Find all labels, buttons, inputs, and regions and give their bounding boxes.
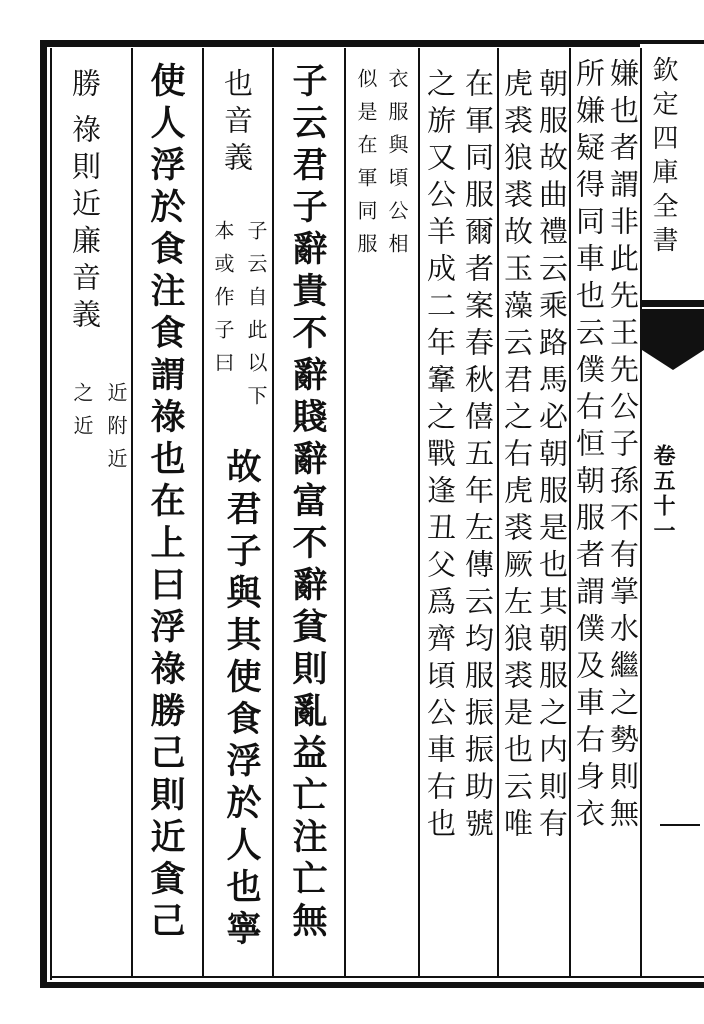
header-tick-mark: [660, 824, 700, 826]
text-column-1: 嫌也者謂非此先王先公子孫不有掌水繼之勢則無: [606, 58, 640, 835]
annotation-column-6: 之近: [70, 382, 94, 448]
column-rule: [202, 48, 204, 976]
annotation-column-5: 近附近: [104, 382, 128, 481]
page-inner-border: [50, 48, 52, 980]
page-border-top-right: [640, 40, 704, 44]
text-column-4: 虎裘狼裘故玉藻云君之右虎裘厥左狼裘是也云唯: [500, 68, 534, 845]
column-rule: [344, 48, 346, 976]
text-column-last: 祿則近廉音義: [68, 114, 102, 336]
fishtail-mark-icon: [642, 300, 704, 370]
volume-label: 卷五十一: [650, 444, 676, 544]
annotation-column-2: 似是在軍同服: [354, 68, 378, 266]
page-border-left: [40, 40, 47, 988]
annotation-column-3: 子云自此以下: [244, 220, 268, 418]
text-column-main-3: 使人浮於食注食謂祿也在上曰浮祿勝己則近貪己: [145, 62, 186, 944]
text-column-main-1: 子云君子辭貴不辭賤辭富不辭貧則亂益亡注亡無: [287, 62, 328, 944]
text-column-short: 也音義: [220, 68, 254, 179]
annotation-column-4: 本或作子曰: [211, 220, 235, 385]
column-rule: [497, 48, 499, 976]
text-column-last-head: 勝: [68, 68, 102, 105]
column-rule: [272, 48, 274, 976]
book-title: 欽定四庫全書: [648, 56, 678, 260]
text-column-3: 朝服故曲禮云乘路馬必朝服是也其朝服之内則有: [535, 68, 569, 845]
column-rule: [131, 48, 133, 976]
text-column-5: 在軍同服爾者案春秋僖五年左傳云均服振振助號: [461, 68, 495, 845]
column-rule: [418, 48, 420, 976]
page-border-top: [40, 40, 640, 47]
column-rule: [569, 48, 571, 976]
annotation-column-1: 衣服與頃公相: [385, 68, 409, 266]
text-column-6: 之旂又公羊成二年鞌之戰逢丑父爲齊頃公車右也: [423, 68, 457, 845]
page-border-bottom: [40, 982, 704, 988]
text-column-2: 所嫌疑得同車也云僕右恒朝服者謂僕及車右身衣: [572, 58, 606, 835]
text-column-main-2: 故君子與其使食浮於人也寧: [221, 448, 262, 952]
page-inner-bottom-line: [52, 976, 704, 978]
